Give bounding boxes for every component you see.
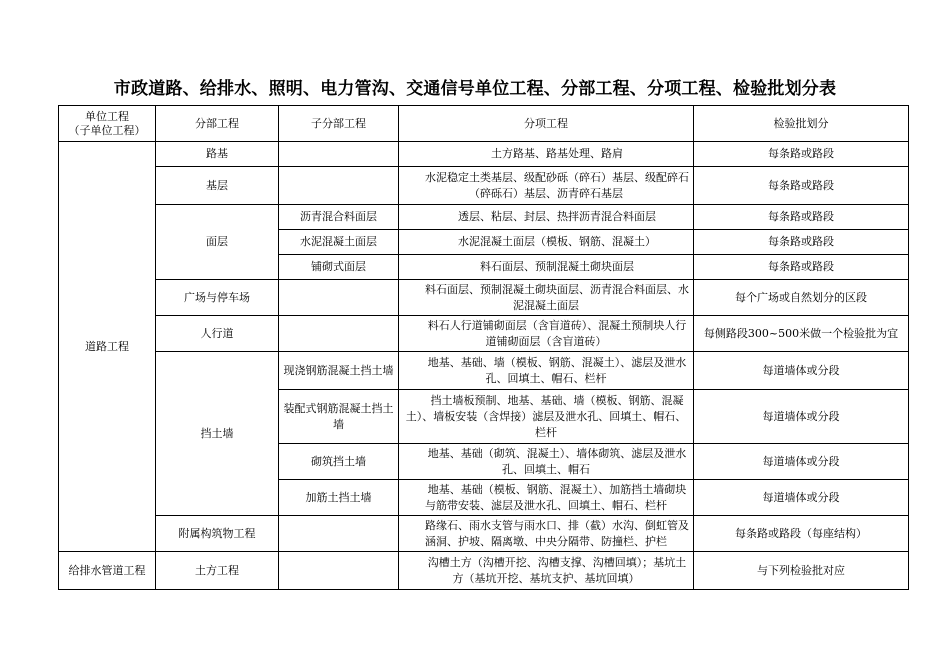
subdivision-cell: 装配式钢筋混凝土挡土墙 [279,390,399,444]
subdivision-cell: 铺砌式面层 [279,255,399,280]
header-unit-line2: （子单位工程） [68,123,146,137]
table-row [59,142,909,167]
batch-cell: 每个广场或自然划分的区段 [694,280,909,316]
subdivision-cell [279,280,399,316]
subdivision-cell [279,516,399,552]
item-cell: 地基、基础（砌筑、混凝土）、墙体砌筑、滤层及泄水孔、回填土、帽石 [399,444,694,480]
subdivision-cell [279,316,399,352]
division-cell-subgrade: 路基 [156,142,279,167]
batch-cell: 每条路或路段（每座结构） [694,516,909,552]
subdivision-cell: 沥青混合料面层 [279,205,399,230]
subdivision-cell: 加筋土挡土墙 [279,480,399,516]
subdivision-cell: 现浇钢筋混凝土挡土墙 [279,352,399,390]
subdivision-cell [279,552,399,590]
header-unit-line1: 单位工程 [85,109,129,123]
header-row [59,106,909,142]
unit-cell-water: 给排水管道工程 [59,552,156,590]
batch-cell: 每侧路段300~500米做一个检验批为宜 [694,316,909,352]
batch-cell: 每条路或路段 [694,167,909,205]
batch-cell: 每道墙体或分段 [694,390,909,444]
division-cell-ancillary: 附属构筑物工程 [156,516,279,552]
header-subdivision: 子分部工程 [279,106,399,142]
item-cell: 水泥混凝土面层（模板、钢筋、混凝土） [399,230,694,255]
item-cell: 土方路基、路基处理、路肩 [399,142,694,167]
item-cell: 沟槽土方（沟槽开挖、沟槽支撑、沟槽回填）；基坑土方（基坑开挖、基坑支护、基坑回填） [399,552,694,590]
item-cell: 料石面层、预制混凝土砌块面层、沥青混合料面层、水泥混凝土面层 [399,280,694,316]
batch-cell: 每条路或路段 [694,205,909,230]
item-cell: 水泥稳定土类基层、级配砂砾（碎石）基层、级配碎石（碎砾石）基层、沥青碎石基层 [399,167,694,205]
item-cell: 挡土墙板预制、地基、基础、墙（模板、钢筋、混凝土）、墙板安装（含焊接）滤层及泄水孔、回填土、帽石、栏杆 [399,390,694,444]
batch-cell: 每道墙体或分段 [694,480,909,516]
division-cell-surface: 面层 [156,205,279,280]
item-cell: 料石面层、预制混凝土砌块面层 [399,255,694,280]
table-row [59,167,909,205]
table-row [59,205,909,230]
batch-cell: 与下列检验批对应 [694,552,909,590]
item-cell: 透层、粘层、封层、热拌沥青混合料面层 [399,205,694,230]
item-cell: 料石人行道铺砌面层（含盲道砖）、混凝土预制块人行道铺砌面层（含盲道砖） [399,316,694,352]
item-cell: 地基、基础（模板、钢筋、混凝土）、加筋挡土墙砌块与筋带安装、滤层及泄水孔、回填土、帽石、栏杆 [399,480,694,516]
batch-cell: 每条路或路段 [694,255,909,280]
table-row [59,552,909,590]
division-cell-retaining: 挡土墙 [156,352,279,516]
table-row [59,352,909,390]
subdivision-cell: 砌筑挡土墙 [279,444,399,480]
batch-cell: 每道墙体或分段 [694,352,909,390]
header-division: 分部工程 [156,106,279,142]
subdivision-cell: 水泥混凝土面层 [279,230,399,255]
table-row [59,280,909,316]
item-cell: 路缘石、雨水支管与雨水口、排（截）水沟、倒虹管及涵洞、护坡、隔离墩、中央分隔带、防撞栏、护栏 [399,516,694,552]
header-item: 分项工程 [399,106,694,142]
division-table [58,105,909,590]
header-unit [59,106,156,142]
page-title: 市政道路、给排水、照明、电力管沟、交通信号单位工程、分部工程、分项工程、检验批划分表 [113,79,837,99]
batch-cell: 每道墙体或分段 [694,444,909,480]
batch-cell: 每条路或路段 [694,142,909,167]
header-batch: 检验批划分 [694,106,909,142]
table-row [59,516,909,552]
subdivision-cell [279,167,399,205]
unit-cell-road: 道路工程 [59,142,156,552]
item-cell: 地基、基础、墙（模板、钢筋、混凝土）、滤层及泄水孔、回填土、帽石、栏杆 [399,352,694,390]
division-cell-base: 基层 [156,167,279,205]
batch-cell: 每条路或路段 [694,230,909,255]
division-cell-plaza: 广场与停车场 [156,280,279,316]
division-cell-earthwork: 土方工程 [156,552,279,590]
subdivision-cell [279,142,399,167]
table-row [59,316,909,352]
division-cell-sidewalk: 人行道 [156,316,279,352]
